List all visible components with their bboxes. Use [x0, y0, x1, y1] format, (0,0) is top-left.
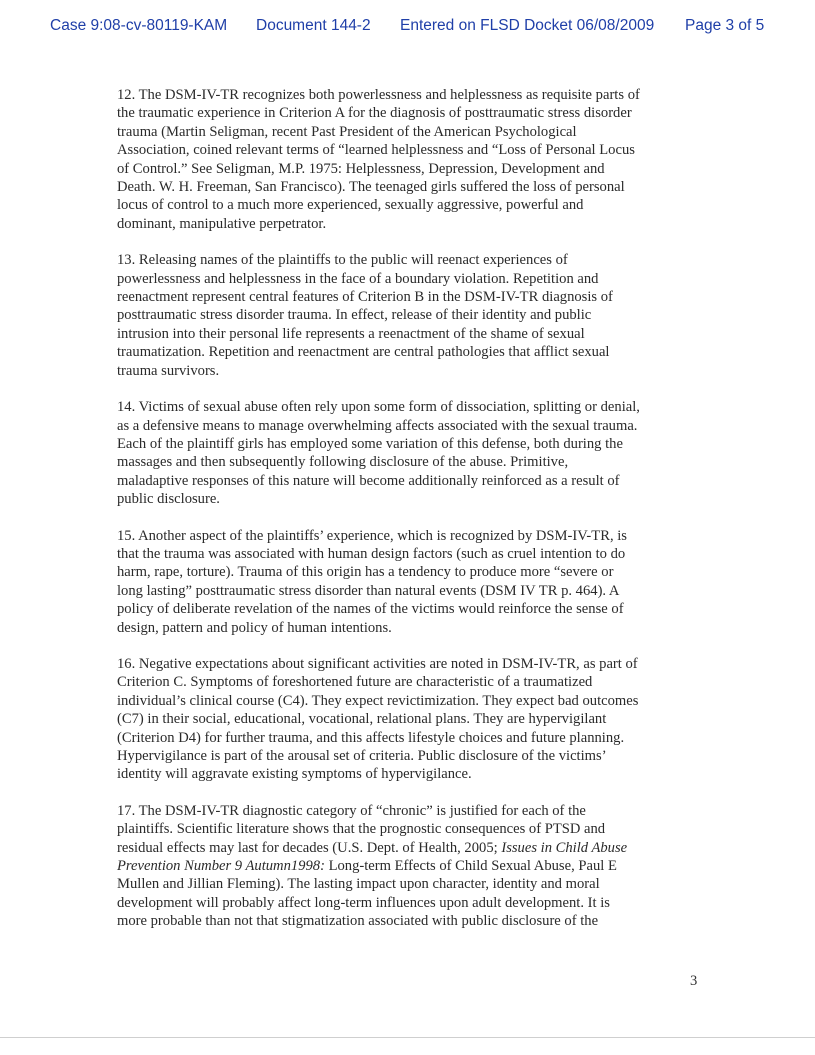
text-line: Each of the plaintiff girls has employed some variation of this defense, both during the — [117, 435, 623, 452]
text-line: (C7) in their social, educational, vocational, relational plans. They are hypervigilant — [117, 711, 607, 728]
text-line: Prevention Number 9 Autumn1998: Long-term Effects of Child Sexual Abuse, Paul E — [117, 858, 617, 875]
text-line: dominant, manipulative perpetrator. — [117, 215, 327, 232]
text-line: (Criterion D4) for further trauma, and this affects lifestyle choices and future planning. — [117, 729, 625, 746]
text-line: powerlessness and helplessness in the face of a boundary violation. Repetition and — [117, 270, 599, 287]
text-line: locus of control to a much more experienced, sexually aggressive, powerful and — [117, 197, 584, 214]
page-bottom-edge — [0, 1037, 815, 1038]
page-number: 3 — [690, 973, 698, 989]
text-line: posttraumatic stress disorder trauma. In effect, release of their identity and public — [117, 307, 592, 324]
text-line: policy of deliberate revelation of the names of the victims would reinforce the sense of — [117, 601, 624, 618]
text-line: 15. Another aspect of the plaintiffs’ experience, which is recognized by DSM-IV-TR, is — [117, 527, 627, 544]
text-line: that the trauma was associated with human design factors (such as cruel intention to do — [117, 545, 626, 562]
text-line: 17. The DSM-IV-TR diagnostic category of “chronic” is justified for each of the — [117, 802, 586, 819]
text-line: Association, coined relevant terms of “learned helplessness and “Loss of Personal Locus — [117, 142, 635, 159]
document-body — [117, 86, 707, 949]
paragraph-15 — [117, 527, 707, 637]
text-line: public disclosure. — [117, 491, 220, 508]
paragraph-12 — [117, 86, 707, 233]
text-line: more probable than not that stigmatization associated with public disclosure of the — [117, 913, 599, 930]
text-line: as a defensive means to manage overwhelming affects associated with the sexual trauma. — [117, 417, 638, 434]
text-line: the traumatic experience in Criterion A for the diagnosis of posttraumatic stress disorder — [117, 105, 632, 122]
text-line: 14. Victims of sexual abuse often rely upon some form of dissociation, splitting or denial, — [117, 399, 640, 416]
citation-italic: Prevention Number 9 Autumn1998: — [117, 858, 325, 875]
text-line: Mullen and Jillian Fleming). The lasting impact upon character, identity and moral — [117, 876, 600, 893]
text-line: design, pattern and policy of human intentions. — [117, 619, 392, 636]
text-line: Hypervigilance is part of the arousal set of criteria. Public disclosure of the victims’ — [117, 748, 607, 764]
docket-entry-date: Entered on FLSD Docket 06/08/2009 — [400, 17, 655, 34]
text-line: plaintiffs. Scientific literature shows that the prognostic consequences of PTSD and — [117, 821, 606, 838]
text-line: trauma survivors. — [117, 362, 220, 379]
text-line: harm, rape, torture). Trauma of this origin has a tendency to produce more “severe or — [117, 564, 614, 581]
text-line: reenactment represent central features of Criterion B in the DSM-IV-TR diagnosis of — [117, 289, 613, 306]
paragraph-16 — [117, 655, 707, 784]
text-line: 12. The DSM-IV-TR recognizes both powerlessness and helplessness as requisite parts of — [117, 87, 640, 103]
text-line: long lasting” posttraumatic stress disorder than natural events (DSM IV TR p. 464). A — [117, 582, 620, 599]
text-line: trauma (Martin Seligman, recent Past President of the American Psychological — [117, 123, 577, 140]
citation-italic: Issues in Child Abuse — [501, 839, 628, 856]
text-line: maladaptive responses of this nature will become additionally reinforced as a result of — [117, 472, 620, 489]
text-line: of Control.” See Seligman, M.P. 1975: Helplessness, Depression, Development and — [117, 160, 605, 177]
paragraph-list — [117, 86, 707, 784]
text-line: 13. Releasing names of the plaintiffs to the public will reenact experiences of — [117, 252, 568, 269]
case-number: Case 9:08-cv-80119-KAM — [50, 17, 228, 34]
text-line: Death. W. H. Freeman, San Francisco). The teenaged girls suffered the loss of personal — [117, 179, 625, 196]
paragraph-14 — [117, 398, 707, 508]
document-number: Document 144-2 — [256, 17, 371, 34]
page-indicator: Page 3 of 5 — [685, 17, 765, 34]
text-line: development will probably affect long-term influences upon adult development. It is — [117, 894, 610, 911]
text-line: traumatization. Repetition and reenactment are central pathologies that afflict sexual — [117, 344, 610, 361]
text-line: Criterion C. Symptoms of foreshortened future are characteristic of a traumatized — [117, 674, 593, 691]
paragraph-13 — [117, 251, 707, 380]
text-line: massages and then subsequently following disclosure of the abuse. Primitive, — [117, 454, 569, 471]
text-line: identity will aggravate existing symptoms of hypervigilance. — [117, 766, 472, 783]
paragraph-17 — [117, 802, 707, 931]
text-line: intrusion into their personal life represents a reenactment of the shame of sexual — [117, 325, 585, 342]
text-line: individual’s clinical course (C4). They expect revictimization. They expect bad outcomes — [117, 692, 639, 709]
text-line: 16. Negative expectations about significant activities are noted in DSM-IV-TR, as part of — [117, 655, 638, 672]
text-line: residual effects may last for decades (U.S. Dept. of Health, 2005; Issues in Child Abuse — [117, 839, 628, 856]
